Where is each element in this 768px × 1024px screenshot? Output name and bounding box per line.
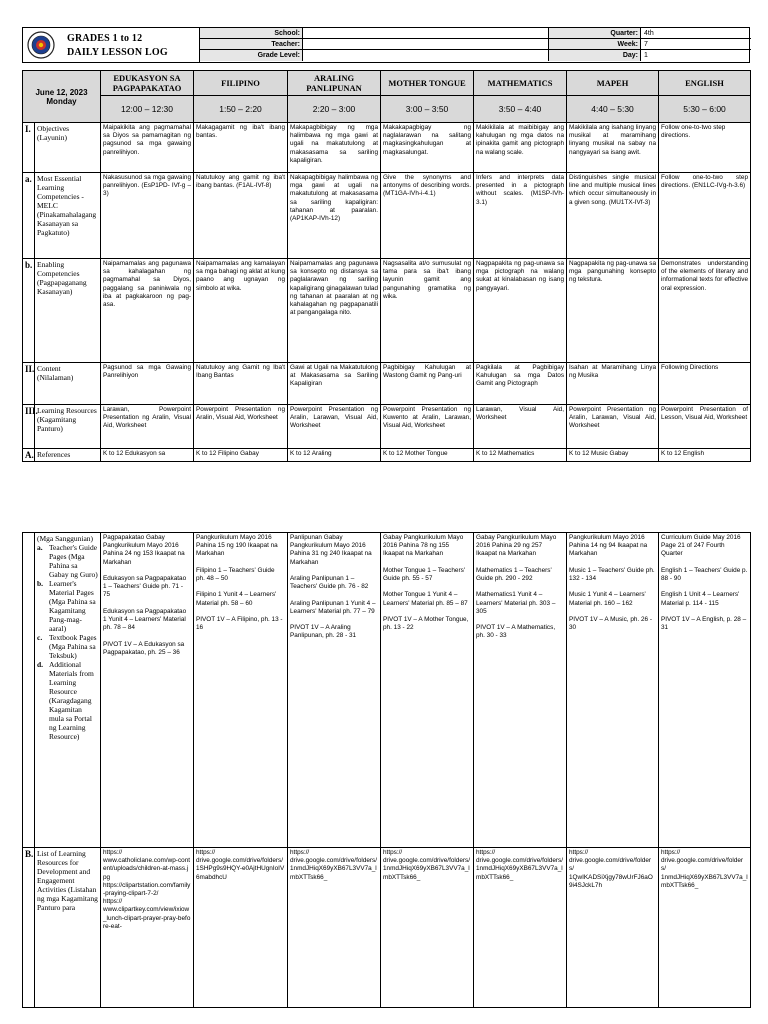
header-fields <box>199 28 751 62</box>
row-label: Enabling Competencies (Pagpapaganang Kasanayan) <box>35 259 101 363</box>
list-letter: a. <box>37 543 43 552</box>
row-number: B. <box>23 848 35 1008</box>
table-cell: Pangkurikulum Mayo 2016 Pahina 14 ng 94 Ikaapat na Markahan Music 1 – Teachers' Guide ph. 132 - 134 Music 1 Yunit 4 – Learners' Material ph. 160 – 162 PIVOT 1V – A Music, ph. 26 - 30 <box>567 533 659 848</box>
list-item <box>37 543 98 579</box>
table-cell: Gabay Pangkurikulum Mayo 2016 Pahina 78 ng 155 Ikaapat na Markahan Mother Tongue 1 – Teachers' Guide ph. 55 - 57 Mother Tongue 1 Yunit 4 – Learners' Material ph. 85 – 87 PIVOT 1V – A Mother Tongue, ph. 13 - 22 <box>381 533 474 848</box>
subject-time: 12:00 – 12:30 <box>101 96 194 123</box>
title-line-1: GRADES 1 to 12 <box>67 33 143 44</box>
subject-time: 1:50 – 2:20 <box>194 96 288 123</box>
list-text: Learner's Material Pages (Mga Pahina sa Kagamitang Pang-mag-aaral) <box>49 579 96 633</box>
table-cell: Naipamamalas ang kamalayan sa mga bahagi ng aklat at kung paano ang ugnayan ng simbolo at wika. <box>194 259 288 363</box>
resource-link[interactable]: https:// drive.google.com/drive/folders/ 1nmdJHiqX69yXB67L3VV7a_lmbXTTsk66_ <box>288 848 381 1008</box>
header-divider <box>199 28 200 62</box>
table-cell: K to 12 Araling <box>288 449 381 462</box>
list-text: Additional Materials from Learning Resource (Karagdagang Kagamitan mula sa Portal ng Learning Resource) <box>49 660 94 741</box>
subject-time: 2:20 – 3:00 <box>288 96 381 123</box>
list-item <box>37 660 98 741</box>
table-cell: Powerpoint Presentation ng Aralin, Visual Aid, Worksheet <box>194 405 288 449</box>
table-cell: Nakasusunod sa mga gawaing panrelihiyon. (EsP1PD- IVf-g – 3) <box>101 173 194 259</box>
table-cell: K to 12 Music Gabay <box>567 449 659 462</box>
row-label: Content (Nilalaman) <box>35 363 101 405</box>
subject-header: ARALING PANLIPUNAN <box>288 71 381 96</box>
list-letter: c. <box>37 633 43 642</box>
table-cell: Gabay Pangkurikulum Mayo 2016 Pahina 29 ng 257 Ikaapat na Markahan Mathematics 1 – Teachers' Guide ph. 290 - 292 Mathematics1 Yunit 4 – Learners' Material ph. 303 – 305 PIVOT 1V – A Mathematics, ph. 30 - 33 <box>474 533 567 848</box>
subject-header: MOTHER TONGUE <box>381 71 474 96</box>
school-field[interactable] <box>303 28 549 39</box>
grade-level-field[interactable] <box>303 50 549 61</box>
table-cell: Distinguishes single musical line and multiple musical lines which occur simultaneously in a given song. (MU1TX-IVf-3) <box>567 173 659 259</box>
table-cell: Pagkilala at Pagbibigay Kahulugan sa mga Datos Gamit ang Pictograph <box>474 363 567 405</box>
table-cell: Makikilala at maibibigay ang kahulugan ng mga datos na ipinakita gamit ang pictograph na walang scale. <box>474 123 567 173</box>
table-cell: Nakapagbibigay halimbawa ng mga gawi at ugali na makatutulong at makasasama sa sariling kapaligiran: tahanan at paaralan. (AP1KAP-IVh-12) <box>288 173 381 259</box>
row-references-continued <box>23 533 751 848</box>
table-cell: Following Directions <box>659 363 751 405</box>
list-text: Teacher's Guide Pages (Mga Pahina sa Gabay ng Guro) <box>49 543 98 579</box>
row-number: A. <box>23 449 35 462</box>
table-cell: Nagsasalita at/o sumusulat ng tama para sa iba't ibang layunin gamit ang pangunahing gramatika ng wika. <box>381 259 474 363</box>
row-number: a. <box>23 173 35 259</box>
subject-time: 3:00 – 3:50 <box>381 96 474 123</box>
table-cell: Larawan, Visual Aid, Worksheet <box>474 405 567 449</box>
school-label: School: <box>199 28 303 39</box>
list-letter: d. <box>37 660 44 669</box>
row-content <box>23 363 751 405</box>
resource-link[interactable]: https:// www.catholiclane.com/wp-content/uploads/children-at-mass.jpg https://clipartstation.com/family-praying-clipart-7-2/ https:// www.clipartkey.com/view/ixiow_lunch-clipart-prayer-pray-before-eat- <box>101 848 194 1008</box>
list-text: Textbook Pages (Mga Pahina sa Teksbuk) <box>49 633 97 660</box>
subject-header: FILIPINO <box>194 71 288 96</box>
teacher-field[interactable] <box>303 39 549 50</box>
subject-header: ENGLISH <box>659 71 751 96</box>
resource-link[interactable]: https:// drive.google.com/drive/folders/ 1QwIKADSiXjgy78wUrFJ6aO9i4SJckL7h <box>567 848 659 1008</box>
table-cell: Curriculum Guide May 2016 Page 21 of 247 Fourth Quarter English 1 – Teachers' Guide p. 88 - 90 English 1 Unit 4 – Learners' Material p. 114 - 115 PIVOT 1V – A English, p. 28 – 31 <box>659 533 751 848</box>
table-cell: Powerpoint Presentation ng Aralin, Larawan, Visual Aid, Worksheet <box>567 405 659 449</box>
lesson-log-table-continued <box>22 532 751 1008</box>
table-cell: K to 12 Edukasyon sa <box>101 449 194 462</box>
table-cell: Powerpoint Presentation ng Kuwento at Aralin, Larawan, Visual Aid, Worksheet <box>381 405 474 449</box>
row-label: Objectives (Layunin) <box>35 123 101 173</box>
row-objectives <box>23 123 751 173</box>
table-cell: Maipakikita ang pagmamahal sa Diyos sa pamamagitan ng pagsunod sa mga gawaing panrelihiyon. <box>101 123 194 173</box>
lesson-weekday: Monday <box>46 96 77 106</box>
table-cell: K to 12 English <box>659 449 751 462</box>
resource-link[interactable]: https:// drive.google.com/drive/folders/ 1nmdJHiqX69yXB67L3VV7a_lmbXTTsk66_ <box>381 848 474 1008</box>
lesson-date: June 12, 2023 <box>35 87 88 97</box>
subject-time: 4:40 – 5:30 <box>567 96 659 123</box>
row-number: I. <box>23 123 35 173</box>
document-title <box>67 32 168 60</box>
table-cell: K to 12 Mathematics <box>474 449 567 462</box>
references-subheading: (Mga Sanggunian) <box>37 534 94 543</box>
table-cell: Natutukoy ang Gamit ng Iba't Ibang Bantas <box>194 363 288 405</box>
table-cell: Larawan, Powerpoint Presentation ng Aralin, Visual Aid, Worksheet <box>101 405 194 449</box>
table-cell: Gawi at Ugali na Makatutulong at Makasasama sa Sariling Kapaligiran <box>288 363 381 405</box>
row-label: References <box>35 449 101 462</box>
table-cell: Pangkurikulum Mayo 2016 Pahina 15 ng 190 Ikaapat na Markahan Filipino 1 – Teachers' Guide ph. 48 – 50 Filipino 1 Yunit 4 – Learners' Material ph. 58 – 60 PIVOT 1V – A Filipino, ph. 13 - 16 <box>194 533 288 848</box>
row-label <box>35 533 101 848</box>
table-cell: Naipamamalas ang pagunawa sa kahalagahan ng pagmamahal sa Diyos, paggalang sa paniniwala ng iba at pagkakaroon ng pag-asa. <box>101 259 194 363</box>
table-cell: Infers and interprets data presented in a pictograph without scales. (M1SP-IVh-3.1) <box>474 173 567 259</box>
row-number: II. <box>23 363 35 405</box>
table-cell: Demonstrates understanding of the elements of literary and informational texts for effective oral expression. <box>659 259 751 363</box>
table-cell: Natutukoy ang gamit ng iba't ibang bantas. (F1AL-IVf-8) <box>194 173 288 259</box>
reference-sublist <box>37 543 98 741</box>
quarter-label: Quarter: <box>549 28 641 39</box>
table-cell: Makagagamit ng iba't ibang bantas. <box>194 123 288 173</box>
document-header <box>22 27 750 63</box>
table-cell: Powerpoint Presentation of Lesson, Visual Aid, Worksheet <box>659 405 751 449</box>
table-cell: Give the synonyms and antonyms of describing words. (MT1GA-IVh-i-4.1) <box>381 173 474 259</box>
table-cell: Pagbibigay Kahulugan at Wastong Gamit ng Pang-uri <box>381 363 474 405</box>
day-label: Day: <box>549 50 641 61</box>
table-cell: Panlipunan Gabay Pangkurikulum Mayo 2016 Pahina 31 ng 240 Ikaapat na Markahan Araling Panlipunan 1 – Teachers' Guide ph. 76 - 82 Araling Panlipunan 1 Yunit 4 – Learners' Material ph. 77 – 79 PIVOT 1V – A Araling Panlipunan, ph. 28 - 31 <box>288 533 381 848</box>
row-number: III. <box>23 405 35 449</box>
table-cell: K to 12 Mother Tongue <box>381 449 474 462</box>
subject-time: 3:50 – 4:40 <box>474 96 567 123</box>
table-cell: Powerpoint Presentation ng Aralin, Larawan, Visual Aid, Worksheet <box>288 405 381 449</box>
row-references <box>23 449 751 462</box>
row-label: Most Essential Learning Competencies -MELC (Pinakamahalagang Kasanayan sa Pagkatuto) <box>35 173 101 259</box>
row-melc <box>23 173 751 259</box>
week-field[interactable]: 7 <box>641 39 751 50</box>
table-cell: Isahan at Maramihang Linya ng Musika <box>567 363 659 405</box>
row-label: Learning Resources (Kagamitang Panturo) <box>35 405 101 449</box>
table-cell: Pagpapakatao Gabay Pangkurikulum Mayo 2016 Pahina 24 ng 153 Ikaapat na Markahan Edukasyon sa Pagpapakatao 1 – Teachers' Guide ph. 71 - 75 Edukasyon sa Pagpapakatao 1 Yunit 4 – Learners' Material ph. 78 – 84 PIVOT 1V – A Edukasyon sa Pagpapakatao, ph. 25 – 36 <box>101 533 194 848</box>
date-cell <box>23 71 101 123</box>
resource-link[interactable]: https:// drive.google.com/drive/folders/1SHPg9s9HQY-e0AjtHUgnIoIV6mabdhcU <box>194 848 288 1008</box>
lesson-log-table <box>22 70 751 462</box>
subject-time: 5:30 – 6:00 <box>659 96 751 123</box>
row-learning-resources <box>23 405 751 449</box>
table-cell: Makakapagbigay ng naglalarawan na salitang magkasingkahulugan at magkasalungat. <box>381 123 474 173</box>
week-label: Week: <box>549 39 641 50</box>
table-cell: K to 12 Filipino Gabay <box>194 449 288 462</box>
table-cell: Pagsunod sa mga Gawaing Panrelihiyon <box>101 363 194 405</box>
row-number: b. <box>23 259 35 363</box>
subject-header: MAPEH <box>567 71 659 96</box>
list-item <box>37 633 98 660</box>
grade-level-label: Grade Level: <box>199 50 303 61</box>
table-cell: Naipamamalas ang pagunawa sa konsepto ng distansya sa paglalarawan ng sariling kapaligirang ginagalawan tulad ng tahanan at paaralan at ng kahalagahan ng pagpapanatili at pangangalaga nito. <box>288 259 381 363</box>
teacher-label: Teacher: <box>199 39 303 50</box>
table-cell: Follow one-to-two step directions. (EN1LC-IVg-h-3.6) <box>659 173 751 259</box>
day-field[interactable]: 1 <box>644 52 648 59</box>
table-cell: Follow one-to-two step directions. <box>659 123 751 173</box>
row-learning-resource-links <box>23 848 751 1008</box>
table-cell: Makapagbibigay ng mga halimbawa ng mga gawi at ugali na makatutulong at makasasama sa sariling kapaligiran. <box>288 123 381 173</box>
resource-link[interactable]: https:// drive.google.com/drive/folders/ 1nmdJHiqX69yXB67L3VV7a_lmbXTTsk66_ <box>659 848 751 1008</box>
title-line-2: DAILY LESSON LOG <box>67 47 168 58</box>
quarter-field[interactable]: 4th <box>641 28 751 39</box>
row-number-empty <box>23 533 35 848</box>
list-item <box>37 579 98 633</box>
table-cell: Nagpapakita ng pag-unawa sa mga pangunahing konsepto ng tekstura. <box>567 259 659 363</box>
deped-seal-icon <box>27 31 55 59</box>
table-cell: Makikilala ang isahang linyang musikal at maramihang linyang musikal na sabay na nangyayari sa isang awit. <box>567 123 659 173</box>
table-cell: Nagpapakita ng pag-unawa sa mga pictograph na walang sukat at kinalabasan ng isang pangyayari. <box>474 259 567 363</box>
row-label: List of Learning Resources for Development and Engagement Activities (Listahan ng mga Kagamitang Panturo para <box>35 848 101 1008</box>
subject-header: EDUKASYON SA PAGPAPAKATAO <box>101 71 194 96</box>
list-letter: b. <box>37 579 44 588</box>
subject-header: MATHEMATICS <box>474 71 567 96</box>
row-enabling-competencies <box>23 259 751 363</box>
resource-link[interactable]: https:// drive.google.com/drive/folders/ 1nmdJHiqX69yXB67L3VV7a_lmbXTTsk66_ <box>474 848 567 1008</box>
